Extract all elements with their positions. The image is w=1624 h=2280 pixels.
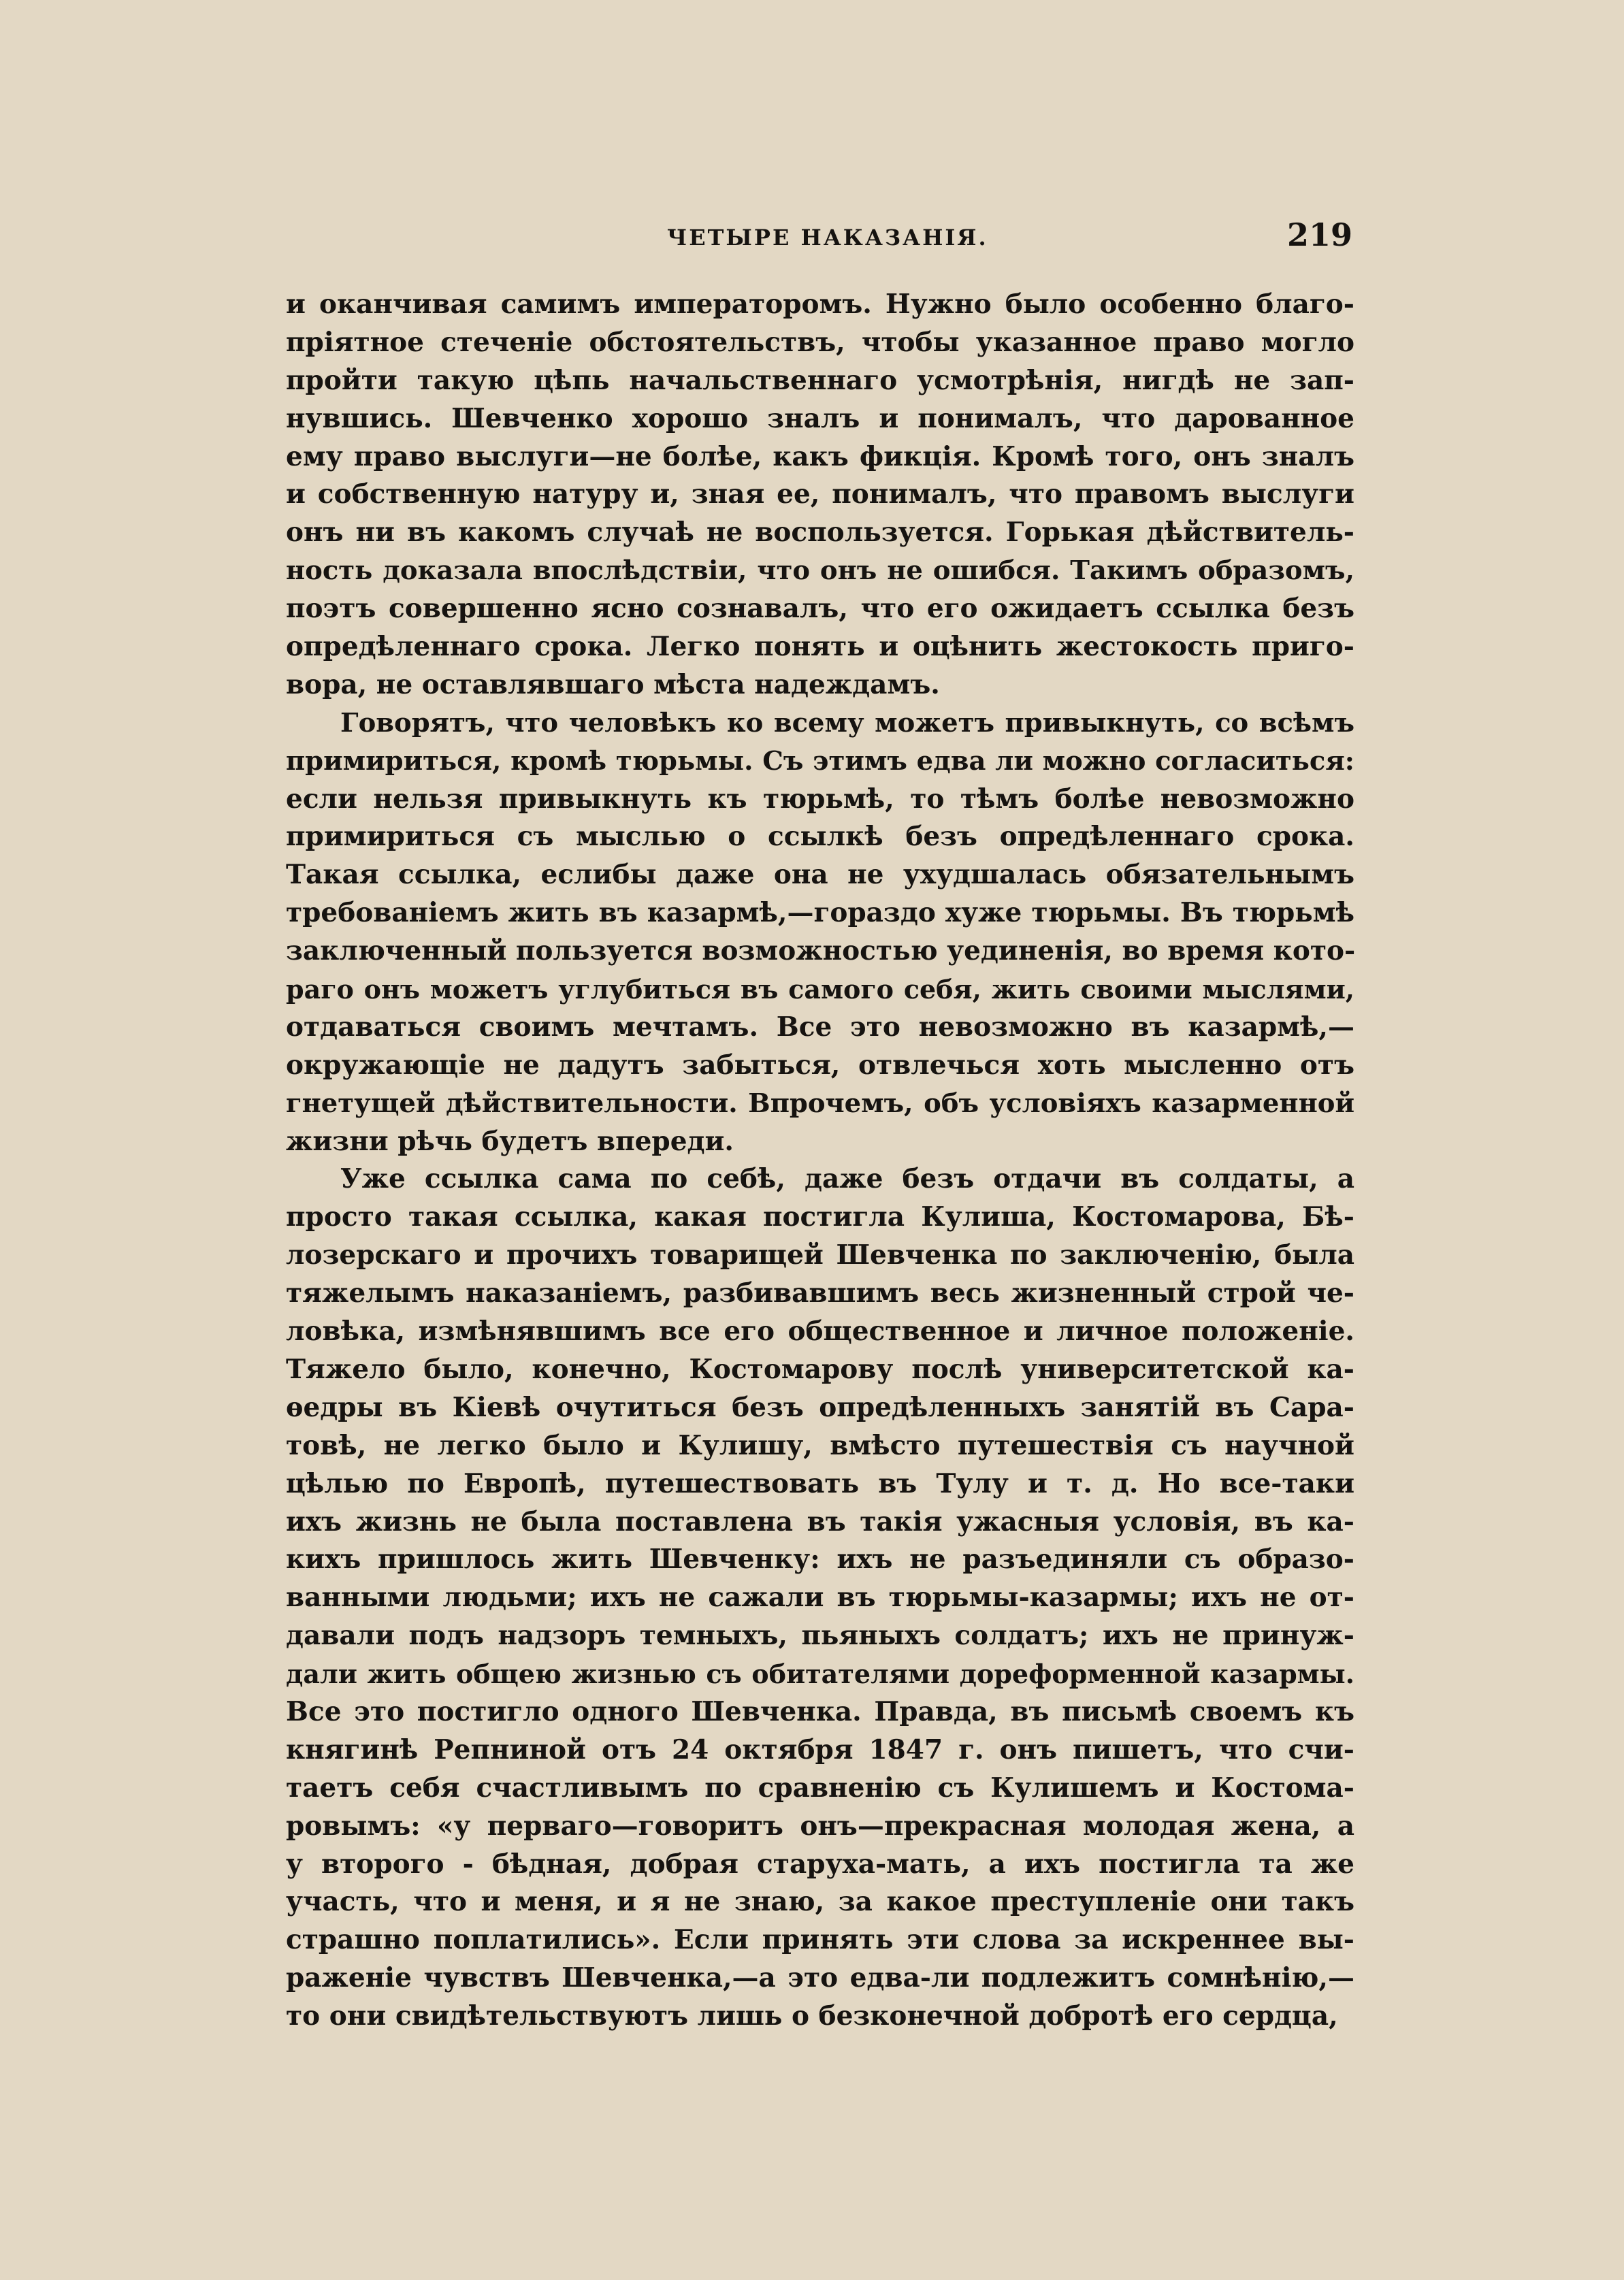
text-line: заключенный пользуется возможностью уединенія, во время кото- — [286, 935, 1356, 967]
text-line: ихъ жизнь не была поставлена въ такія ужасныя условія, въ ка- — [286, 1505, 1354, 1537]
text-line: и собственную натуру и, зная ее, понималъ, что правомъ выслуги — [286, 478, 1354, 510]
text-line: дали жить общею жизнью съ обитателями дореформенной казармы. — [286, 1659, 1354, 1690]
paragraph — [286, 704, 1354, 1161]
text-line: цѣлью по Европѣ, путешествовать въ Тулу и т. д. Но все-таки — [286, 1467, 1354, 1499]
text-line: Все это постигло одного Шевченка. Правда, въ письмѣ своемъ къ — [286, 1695, 1354, 1727]
text-line: гнетущей дѣйствительности. Впрочемъ, объ условіяхъ казарменной — [286, 1088, 1354, 1119]
text-line: нувшись. Шевченко хорошо зналъ и понималъ, что дарованное — [286, 402, 1354, 434]
page-header — [286, 216, 1352, 257]
text-line: то они свидѣтельствуютъ лишь о безконечной добротѣ его сердца, — [286, 2000, 1338, 2032]
paragraph — [286, 286, 1354, 704]
text-line: пріятное стеченіе обстоятельствъ, чтобы указанное право могло — [286, 326, 1354, 358]
text-line: Уже ссылка сама по себѣ, даже безъ отдачи въ солдаты, а — [340, 1163, 1354, 1195]
text-line: у второго - бѣдная, добрая старуха-мать, а ихъ постигла та же — [286, 1848, 1354, 1880]
text-line: вора, не оставлявшаго мѣста надеждамъ. — [286, 668, 940, 700]
text-line: Говорятъ, что человѣкъ ко всему можетъ привыкнуть, со всѣмъ — [340, 707, 1354, 738]
text-line: кихъ пришлось жить Шевченку: ихъ не разъединяли съ образо- — [286, 1544, 1354, 1576]
text-line: лозерскаго и прочихъ товарищей Шевченка по заключенію, была — [286, 1239, 1354, 1271]
text-line: таетъ себя счастливымъ по сравненію съ Кулишемъ и Костома- — [286, 1772, 1354, 1804]
text-line: примириться съ мыслью о ссылкѣ безъ опредѣленнаго срока. — [286, 821, 1354, 853]
text-line: пройти такую цѣпь начальственнаго усмотрѣнія, нигдѣ не зап- — [286, 364, 1354, 396]
page-number: 219 — [1286, 216, 1352, 253]
text-line: участь, что и меня, и я не знаю, за какое преступленіе они такъ — [286, 1886, 1354, 1918]
text-line: ему право выслуги—не болѣе, какъ фикція. Кромѣ того, онъ зналъ — [286, 440, 1354, 472]
text-line: ность доказала впослѣдствіи, что онъ не ошибся. Такимъ образомъ, — [286, 555, 1354, 587]
text-line: окружающіе не дадутъ забыться, отвлечься хоть мысленно отъ — [286, 1049, 1354, 1081]
text-line: требованіемъ жить въ казармѣ,—гораздо хуже тюрьмы. Въ тюрьмѣ — [286, 897, 1354, 929]
text-line: онъ ни въ какомъ случаѣ не воспользуется. Горькая дѣйствитель- — [286, 517, 1354, 549]
paragraph — [286, 1160, 1354, 2035]
text-line: Такая ссылка, еслибы даже она не ухудшалась обязательнымъ — [286, 859, 1354, 891]
text-line: если нельзя привыкнуть къ тюрьмѣ, то тѣмъ болѣе невозможно — [286, 783, 1354, 815]
text-line: примириться, кромѣ тюрьмы. Съ этимъ едва ли можно согласиться: — [286, 745, 1354, 777]
text-line: княгинѣ Репниной отъ 24 октября 1847 г. онъ пишетъ, что счи- — [286, 1733, 1354, 1765]
text-line: жизни рѣчь будетъ впереди. — [286, 1125, 734, 1157]
text-line: раженіе чувствъ Шевченка,—а это едва-ли подлежитъ сомнѣнію,— — [286, 1962, 1354, 1994]
text-line: ловѣка, измѣнявшимъ все его общественное и личное положеніе. — [286, 1316, 1354, 1348]
text-line: раго онъ можетъ углубиться въ самого себя, жить своими мыслями, — [286, 974, 1354, 1005]
running-title: ЧЕТЫРЕ НАКАЗАНІЯ. — [667, 225, 988, 250]
text-line: и оканчивая самимъ императоромъ. Нужно было особенно благо- — [286, 289, 1354, 320]
text-line: просто такая ссылка, какая постигла Кулиша, Костомарова, Бѣ- — [286, 1201, 1354, 1233]
text-line: товѣ, не легко было и Кулишу, вмѣсто путешествія съ научной — [286, 1429, 1354, 1461]
text-line: страшно поплатились». Если принять эти слова за искреннее вы- — [286, 1924, 1354, 1956]
text-line: поэтъ совершенно ясно сознавалъ, что его ожидаетъ ссылка безъ — [286, 593, 1354, 625]
text-line: ванными людьми; ихъ не сажали въ тюрьмы-казармы; ихъ не от- — [286, 1582, 1354, 1614]
text-line: ѳедры въ Кіевѣ очутиться безъ опредѣленныхъ занятій въ Сара- — [286, 1391, 1354, 1423]
body-text — [286, 286, 1354, 2036]
text-line: отдаваться своимъ мечтамъ. Все это невозможно въ казармѣ,— — [286, 1011, 1354, 1043]
text-line: Тяжело было, конечно, Костомарову послѣ университетской ка- — [286, 1353, 1354, 1385]
text-line: давали подъ надзоръ темныхъ, пьяныхъ солдатъ; ихъ не принуж- — [286, 1620, 1354, 1652]
text-line: ровымъ: «у перваго—говоритъ онъ—прекрасная молодая жена, а — [286, 1810, 1354, 1842]
text-line: опредѣленнаго срока. Легко понять и оцѣнить жестокость приго- — [286, 631, 1354, 663]
text-line: тяжелымъ наказаніемъ, разбивавшимъ весь жизненный строй че- — [286, 1277, 1354, 1309]
